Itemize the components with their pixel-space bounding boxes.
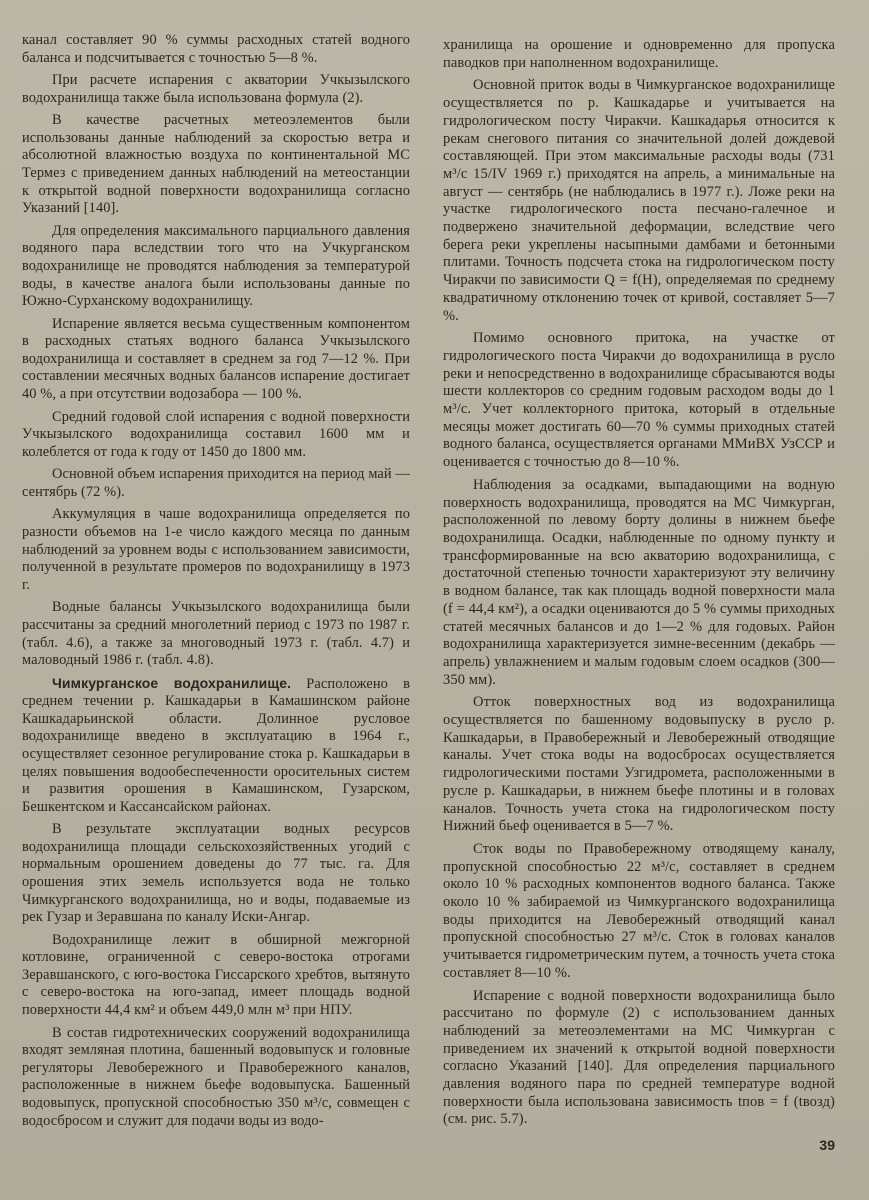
paragraph: Водные балансы Учкызылского водохранилища были рассчитаны за средний многолетний период с 1973 по 1987 г. (табл. 4.6), а также за многоводный 1973 г. (табл. 4.7) и маловодный 1986 г. (табл. 4.8). bbox=[22, 599, 410, 669]
paragraph: Для определения максимального парциального давления водяного пара вследствии того что на Учкурганском водохранилище не проводятся наблюдения за температурой воды, в качестве аналога были использованы данные по Южно-Сурханскому водохранилищу. bbox=[22, 222, 410, 310]
paragraph: Помимо основного притока, на участке от гидрологического поста Чиракчи до водохранилища в русло реки и непосредственно в водохранилище сбрасываются воды шести коллекторов со средним годовым расходом воды до 1 м³/с. Учет коллекторного притока, который в отдельные месяцы может достигать 60—70 % суммы приходных статей водного баланса, осуществляется органами ММиВХ УзССР и оценивается с точностью до 8—10 %. bbox=[443, 330, 835, 471]
paragraph: При расчете испарения с акватории Учкызылского водохранилища также была использована формула (2). bbox=[22, 72, 410, 106]
paragraph: В состав гидротехнических сооружений водохранилища входят земляная плотина, башенный водовыпуск и головные регуляторы Левобережного и Правобережного каналов, расположенные в нижнем бьефе водовыпуска. Башенный водовыпуск, пропускной способностью 350 м³/с, совмещен с водосбросом и служит для подачи воды из водо- bbox=[22, 1024, 410, 1129]
right-column bbox=[443, 37, 835, 1129]
section-paragraph bbox=[22, 675, 410, 817]
paragraph: Аккумуляция в чаше водохранилища определяется по разности объемов на 1-е число каждого месяца по данным наблюдений за уровнем воды с использованием зависимости, полученной в результате промеров по водохранилищу в 1973 г. bbox=[22, 506, 410, 593]
left-column bbox=[22, 32, 410, 1130]
paragraph: В качестве расчетных метеоэлементов были использованы данные наблюдений за скоростью ветра и абсолютной влажностью воздуха по континентальной МС Термез с приведением данных наблюдений на метеостанции к открытой водной поверхности водохранилища согласно Указаний [140]. bbox=[22, 112, 410, 217]
paragraph: Отток поверхностных вод из водохранилища осуществляется по башенному водовыпуску в русло р. Кашкадарьи, в Правобережный и Левобережный отводящие каналы. Учет стока воды на водосбросах осуществляется гидрологическими постами Узгидромета, расположенными в русле р. Кашкадарьи, в нижнем бьефе плотины и в головах каналов. Точность учета стока на гидрологическом посту Нижний бьеф оценивается в 5—7 %. bbox=[443, 694, 835, 835]
paragraph: Сток воды по Правобережному отводящему каналу, пропускной способностью 22 м³/с, составляет в среднем около 10 % расходных компонентов водного баланса. Также около 10 % забираемой из Чимкурганского водохранилища воды приходится на Левобережный отводящий канал пропускной способностью 27 м³/с. Сток в головах каналов учитывается гидрометрическим путем, а точность учета стока составляет 8—10 %. bbox=[443, 840, 835, 981]
section-heading: Чимкурганское водохранилище. bbox=[52, 674, 292, 691]
paragraph: хранилища на орошение и одновременно для пропуска паводков при наполненном водохранилище. bbox=[443, 37, 835, 71]
paragraph: Испарение является весьма существенным компонентом в расходных статьях водного баланса Учкызылского водохранилища и составляет в среднем за год 7—12 %. При составлении месячных водных балансов испарение достигает 40 %, а при отсутствии водозабора — 100 %. bbox=[22, 315, 410, 402]
paragraph: Наблюдения за осадками, выпадающими на водную поверхность водохранилища, проводятся на МС Чимкурган, расположенной по левому борту долины в нижнем бьефе водохранилища. Осадки, наблюденные по одному пункту и трансформированные на всю акваторию водохранилища, с достаточной степенью точности характеризуют эту величину в водном балансе, так как площадь водной поверхности мала (f = 44,4 км²), а осадки оцениваются до 5 % суммы приходных статей месячных балансов и до 1—2 % для годовых. Район водохранилища характеризуется зимне-весенним (декабрь — апрель) увлажнением и малым годовым слоем осадков (300—350 мм). bbox=[443, 476, 835, 688]
paragraph: В результате эксплуатации водных ресурсов водохранилища площади сельскохозяйственных угодий с нормальным орошением доведены до 77 тыс. га. Для орошения этих земель используется вода не только Чимкурганского водохранилища, но и воды, подаваемые из рек Гузар и Зеравшана по каналу Иски-Ангар. bbox=[22, 821, 410, 926]
paragraph: Испарение с водной поверхности водохранилища было рассчитано по формуле (2) с использованием данных наблюдений за метеоэлементами на МС Чимкурган с приведением их значений к открытой водной поверхности согласно Указаний [140]. Для определения парциального давления водяного пара по средней температуре водной поверхности была использована зависимость tпов = f (tвозд) (см. рис. 5.7). bbox=[443, 987, 835, 1128]
paragraph: Основной объем испарения приходится на период май — сентябрь (72 %). bbox=[22, 466, 410, 500]
paragraph: Средний годовой слой испарения с водной поверхности Учкызылского водохранилища составил 1600 мм и колеблется от года к году от 1450 до 1800 мм. bbox=[22, 408, 410, 460]
paragraph: канал составляет 90 % суммы расходных статей водного баланса и подсчитывается с точностью 5—8 %. bbox=[22, 32, 410, 66]
paragraph: Водохранилище лежит в обширной межгорной котловине, ограниченной с северо-востока отрогами Зеравшанского, с юго-востока Гиссарского хребтов, вытянуто с северо-востока на юго-запад, имеет площадь водной поверхности 44,4 км² и объем 449,0 млн м³ при НПУ. bbox=[22, 931, 410, 1019]
paragraph-text: Расположено в среднем течении р. Кашкадарьи в Камашинском районе Кашкадарьинской области. Долинное русловое водохранилище введено в эксплуатацию в 1964 г., осуществляет сезонное регулирование стока р. Кашкадарьи в целях повышения водообеспеченности оросительных систем и развития орошения в Камашинском, Гузарском, Бешкентском и Кассансайском районах. bbox=[22, 675, 410, 815]
paragraph: Основной приток воды в Чимкурганское водохранилище осуществляется по р. Кашкадарье и учитывается на гидрологическом посту Чиракчи. Кашкадарья относится к рекам снегового питания со значительной долей дождевой составляющей. При этом максимальные расходы воды (731 м³/с 15/IV 1969 г.) приходятся на апрель, а минимальные на август — сентябрь (не наблюдались в 1977 г.). Ложе реки на участке гидрологического поста песчано-галечное и подвержено значительной деформации, вследствие чего берега реки укреплены насыпными дамбами и бетонными плитами. Точность подсчета стока на гидрологическом посту Чиракчи по зависимости Q = f(H), определяемая по среднему квадратичному отклонению точек от кривой, составляет 5—7 %. bbox=[443, 77, 835, 324]
page-number: 39 bbox=[819, 1137, 835, 1153]
